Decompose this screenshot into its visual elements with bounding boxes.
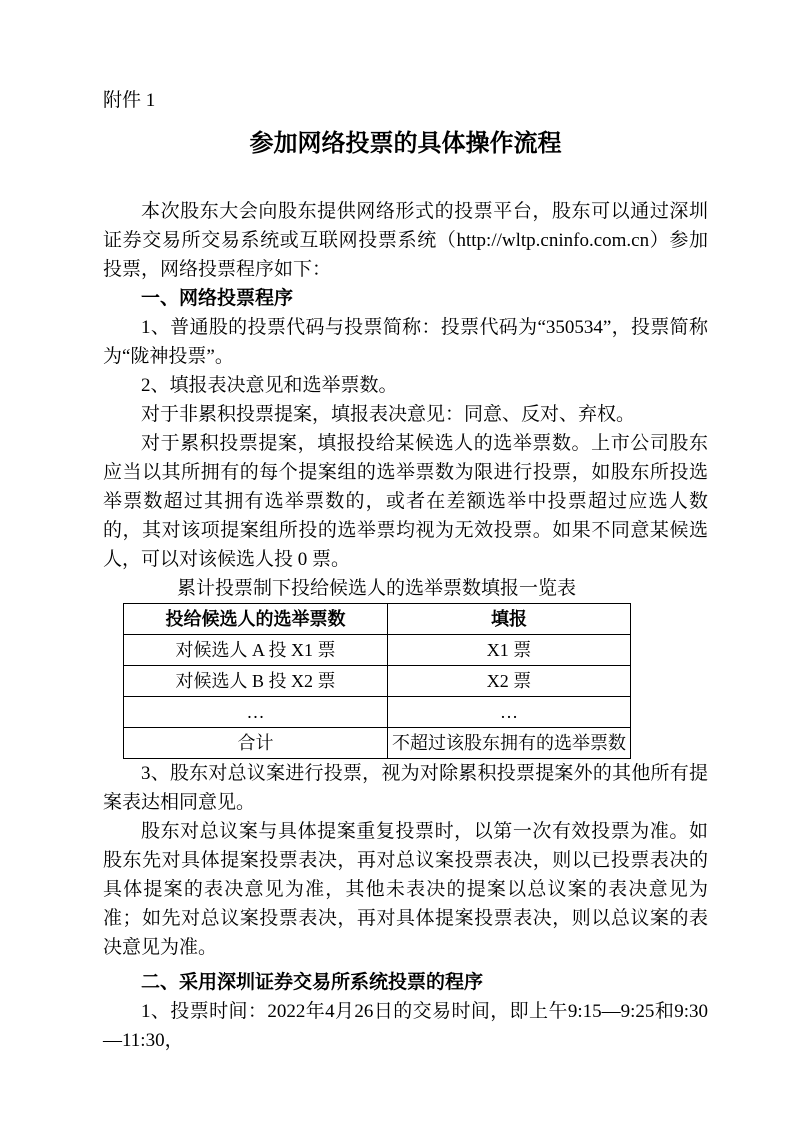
section1-cumulative-paragraph: 对于累积投票提案，填报投给某候选人的选举票数。上市公司股东应当以其所拥有的每个提案组的选举票数为限进行投票，如股东所投选举票数超过其拥有选举票数的，或者在差额选举中投票超过应选人数的，其对该项提案组所投的选举票均视为无效投票。如果不同意某候选人，可以对该候选人投 0 票。 [103,433,708,570]
table-row [124,728,631,759]
section2-item1: 1、投票时间：2022年4月26日的交易时间，即上午9:15—9:25和9:30—11:30， [103,1001,708,1051]
vote-table [123,603,631,759]
table-cell: 合计 [124,728,388,759]
table-cell: X1 票 [388,635,631,666]
table-cell: … [388,697,631,728]
document-title: 参加网络投票的具体操作流程 [249,130,562,157]
attachment-label: 附件 1 [103,90,156,111]
section1-item1: 1、普通股的投票代码与投票简称：投票代码为“350534”，投票简称为“陇神投票”。 [103,317,708,367]
table-cell: … [124,697,388,728]
section1-item2: 2、填报表决意见和选举票数。 [141,375,398,396]
table-row [124,635,631,666]
table-cell: 对候选人 A 投 X1 票 [124,635,388,666]
section1-non-cumulative-paragraph: 对于非累积投票提案，填报表决意见：同意、反对、弃权。 [141,404,636,425]
section2-heading: 二、采用深圳证券交易所系统投票的程序 [141,972,484,993]
table-row [124,666,631,697]
table-row [124,697,631,728]
vote-table-header-row [124,604,631,635]
vote-table-header-votes: 投给候选人的选举票数 [124,604,388,635]
table-cell: 对候选人 B 投 X2 票 [124,666,388,697]
section1-heading: 一、网络投票程序 [141,288,294,309]
intro-paragraph: 本次股东大会向股东提供网络形式的投票平台，股东可以通过深圳证券交易所交易系统或互联网投票系统（http://wltp.cninfo.com.cn）参加投票，网络投票程序如下： [103,201,708,280]
section1-item3: 3、股东对总议案进行投票，视为对除累积投票提案外的其他所有提案表达相同意见。 [103,763,708,813]
vote-table-header-fill: 填报 [388,604,631,635]
vote-table-caption: 累计投票制下投给候选人的选举票数填报一览表 [176,578,576,599]
table-cell: 不超过该股东拥有的选举票数 [388,728,631,759]
section1-repeat-vote-paragraph: 股东对总议案与具体提案重复投票时，以第一次有效投票为准。如股东先对具体提案投票表决，再对总议案投票表决，则以已投票表决的具体提案的表决意见为准，其他未表决的提案以总议案的表决意见为准；如先对总议案投票表决，再对具体提案投票表决，则以总议案的表决意见为准。 [103,821,708,958]
table-cell: X2 票 [388,666,631,697]
